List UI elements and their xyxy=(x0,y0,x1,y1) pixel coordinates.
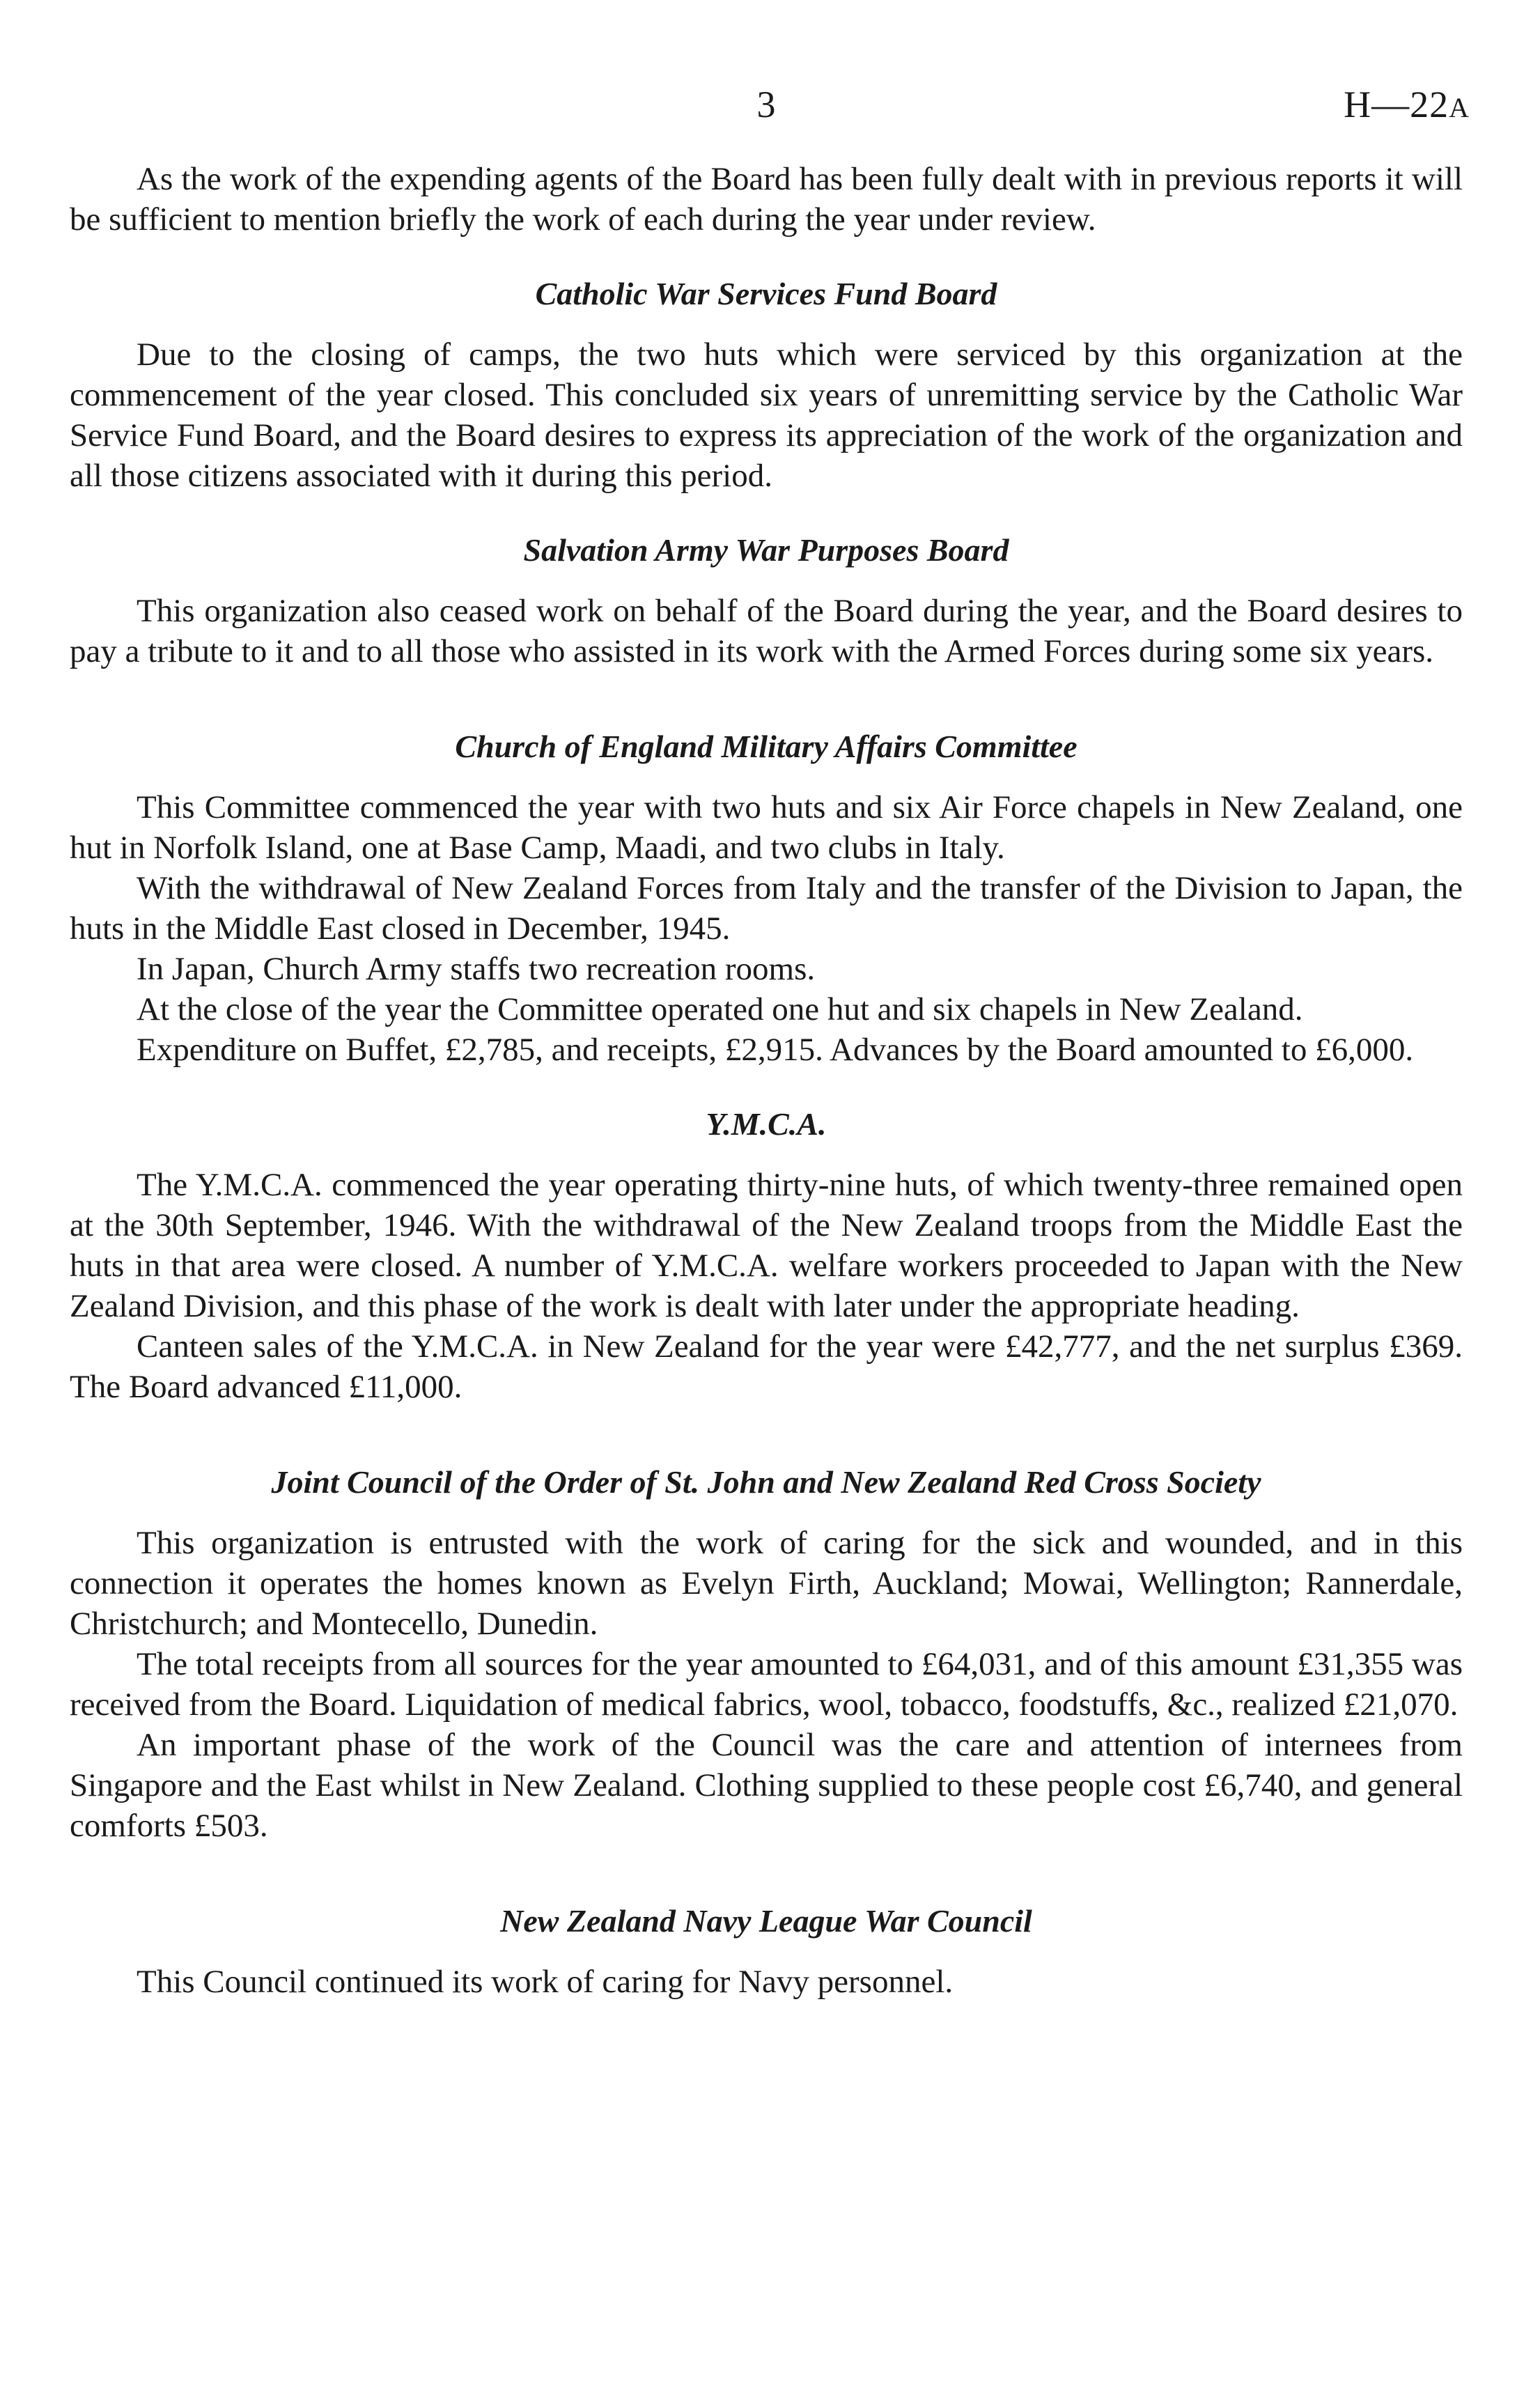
section-joint-council xyxy=(70,1461,1463,1846)
page-header xyxy=(70,84,1470,139)
section-heading: Catholic War Services Fund Board xyxy=(535,276,997,311)
document-page xyxy=(70,84,1470,2002)
section-paragraph: Expenditure on Buffet, £2,785, and receipts, £2,915. Advances by the Board amounted to £6,000. xyxy=(137,1032,1414,1068)
document-code-suffix: A xyxy=(1449,92,1470,123)
section-paragraph: An important phase of the work of the Council was the care and attention of internees from Singapore and the East whilst in New Zealand. Clothing supplied to these people cost £6,740, and general comforts £503. xyxy=(70,1727,1463,1844)
section-paragraph: This organization is entrusted with the work of caring for the sick and wounded, and in this connection it operates the homes known as Evelyn Firth, Auckland; Mowai, Wellington; Rannerdale, Christchurch; and Montecello, Dunedin. xyxy=(70,1525,1463,1642)
section-heading: Church of England Military Affairs Committee xyxy=(455,729,1078,764)
section-salvation-army xyxy=(70,529,1463,672)
page-number: 3 xyxy=(756,84,776,125)
section-paragraph: The total receipts from all sources for the year amounted to £64,031, and of this amount £31,355 was received from the Board. Liquidation of medical fabrics, wool, tobacco, foodstuffs, &c., realized £21,070. xyxy=(70,1646,1463,1723)
section-ymca xyxy=(70,1103,1463,1407)
document-code xyxy=(1344,84,1470,129)
section-paragraph: In Japan, Church Army staffs two recreation rooms. xyxy=(137,951,816,987)
section-paragraph: This Committee commenced the year with two huts and six Air Force chapels in New Zealand, one hut in Norfolk Island, one at Base Camp, Maadi, and two clubs in Italy. xyxy=(70,789,1463,866)
section-paragraph: This Council continued its work of caring for Navy personnel. xyxy=(137,1964,954,2000)
section-paragraph: At the close of the year the Committee operated one hut and six chapels in New Zealand. xyxy=(137,991,1303,1027)
section-paragraph: The Y.M.C.A. commenced the year operating thirty-nine huts, of which twenty-three remained open at the 30th September, 1946. With the withdrawal of the New Zealand troops from the Middle East the huts in that area were closed. A number of Y.M.C.A. welfare workers proceeded to Japan with the New Zealand Division, and this phase of the work is dealt with later under the appropriate heading. xyxy=(70,1167,1463,1324)
section-heading: Salvation Army War Purposes Board xyxy=(523,532,1009,568)
section-navy-league xyxy=(70,1900,1463,2002)
section-heading: Joint Council of the Order of St. John and New Zealand Red Cross Society xyxy=(271,1464,1261,1500)
intro-paragraph: As the work of the expending agents of the Board has been fully dealt with in previous reports it will be sufficient to mention briefly the work of each during the year under review. xyxy=(70,161,1463,238)
section-heading: New Zealand Navy League War Council xyxy=(500,1903,1032,1939)
section-paragraph: Due to the closing of camps, the two huts which were serviced by this organization at the commencement of the year closed. This concluded six years of unremitting service by the Catholic War Service Fund Board, and the Board desires to express its appreciation of the work of the organization and all those citizens associated with it during this period. xyxy=(70,336,1463,494)
section-paragraph: With the withdrawal of New Zealand Forces from Italy and the transfer of the Division to Japan, the huts in the Middle East closed in December, 1945. xyxy=(70,870,1463,947)
section-paragraph: This organization also ceased work on behalf of the Board during the year, and the Board desires to pay a tribute to it and to all those who assisted in its work with the Armed Forces during some six years. xyxy=(70,593,1463,669)
document-code-main: H—22 xyxy=(1344,84,1449,125)
section-heading: Y.M.C.A. xyxy=(706,1106,827,1142)
section-paragraph: Canteen sales of the Y.M.C.A. in New Zealand for the year were £42,777, and the net surplus £369. The Board advanced £11,000. xyxy=(70,1328,1463,1405)
section-church-of-england xyxy=(70,726,1463,1070)
section-catholic-war-services xyxy=(70,273,1463,496)
